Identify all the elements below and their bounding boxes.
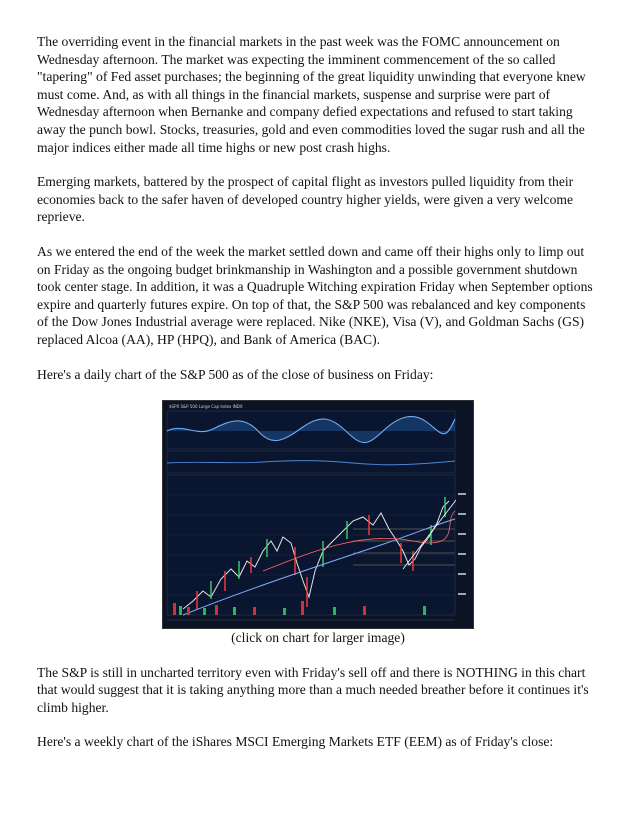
- paragraph-emerging-markets: Emerging markets, battered by the prospect of capital flight as investors pulled liquidity from their economies back to the safer haven of developed country higher yields, were given a very welcome reprieve.: [37, 174, 574, 225]
- chart-container: [37, 400, 599, 629]
- chart-caption[interactable]: (click on chart for larger image): [231, 630, 405, 646]
- paragraph-eem-intro: Here's a weekly chart of the iShares MSCI Emerging Markets ETF (EEM) as of Friday's close:: [37, 734, 554, 750]
- article-body: [37, 33, 599, 768]
- paragraph-fomc: The overriding event in the financial markets in the past week was the FOMC announcement on Wednesday afternoon. The market was expecting the imminent commencement of the so called "tapering" of Fed asset purchases; the beginning of the great liquidity unwinding that everyone knew must come. And, as with all things in the financial markets, suspense and surprise were part of Wednesday afternoon when Bernanke and company defied expectations and refused to start taking away the punch bowl. Stocks, treasuries, gold and even commodities loved the sugar rush and all the major indices either made all time highs or new post crash highs.: [37, 34, 586, 155]
- paragraph-daily-chart-intro: Here's a daily chart of the S&P 500 as of the close of business on Friday:: [37, 366, 434, 382]
- spx-daily-chart-image[interactable]: [162, 400, 474, 629]
- paragraph-spx-commentary: The S&P is still in uncharted territory even with Friday's sell off and there is NOTHING in this chart that would suggest that it is taking anything more than a much needed breather before it continues it's climb higher.: [37, 664, 589, 715]
- chart-ticker-label: $SPX S&P 500 Large Cap Index INDX: [169, 404, 243, 410]
- paragraph-end-of-week: As we entered the end of the week the market settled down and came off their highs only to limp out on Friday as the ongoing budget brinkmanship in Washington and a possible government shutdown took center stage. In addition, it was a Quadruple Witching expiration Friday when September options expire and quarterly futures expire. On top of that, the S&P 500 was rebalanced and key components of the Dow Jones Industrial average were replaced. Nike (NKE), Visa (V), and Goldman Sachs (GS) replaced Alcoa (AA), HP (HPQ), and Bank of America (BAC).: [37, 243, 593, 347]
